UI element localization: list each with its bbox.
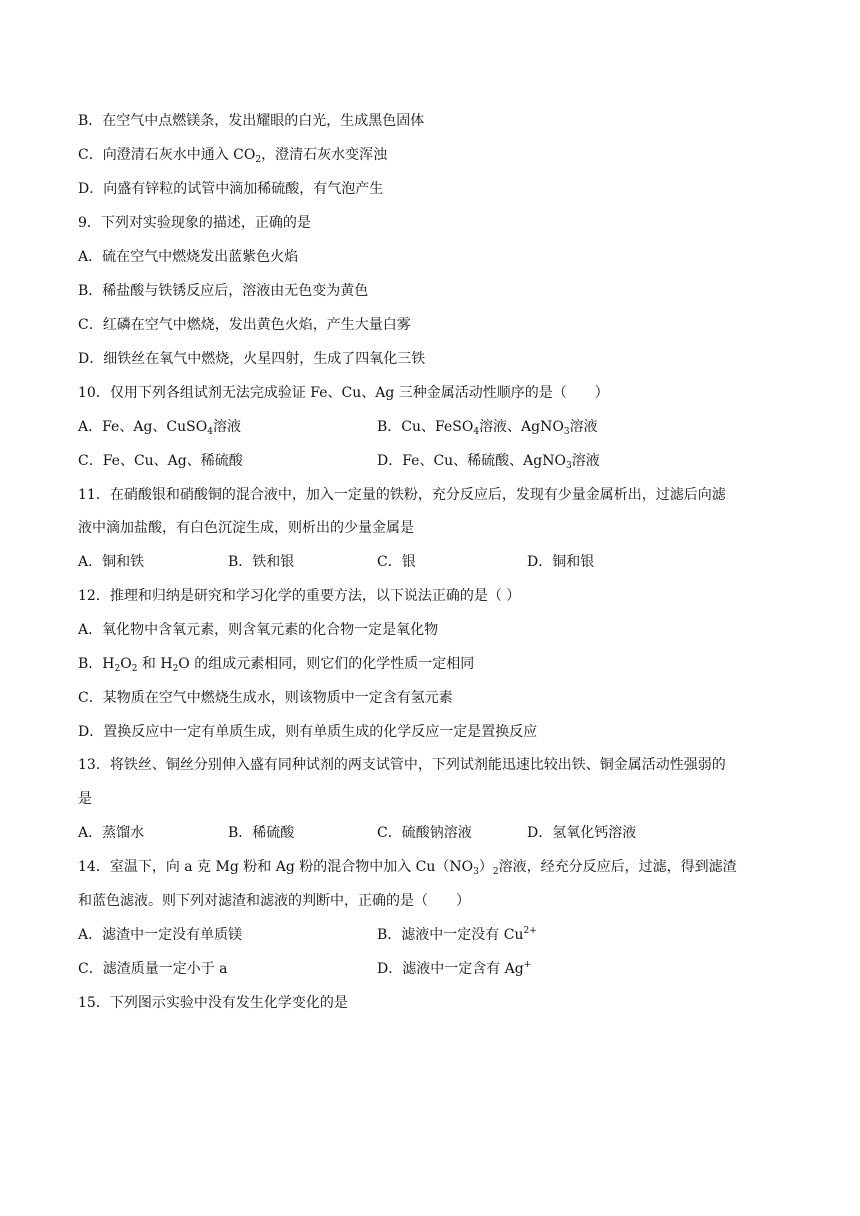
q14-option-b: B．滤液中一定没有 $Cu^{2+}$	[377, 926, 537, 943]
q8-option-c: C．向澄清石灰水中通入 $CO_2$，澄清石灰水变浑浊	[78, 147, 388, 165]
q11-option-a: A．铜和铁	[78, 554, 145, 570]
q9-option-c: C．红磷在空气中燃烧，发出黄色火焰，产生大量白雾	[78, 317, 411, 333]
q9-stem: 9．下列对实验现象的描述，正确的是	[78, 215, 311, 231]
q11-option-d: D．铜和银	[527, 554, 595, 570]
q10-option-a: A．Fe、Ag、CuSO$_4$溶液	[78, 419, 241, 437]
q9-option-d: D．细铁丝在氧气中燃烧，火星四射，生成了四氧化三铁	[78, 351, 426, 367]
q10-stem: 10．仅用下列各组试剂无法完成验证 Fe、Cu、Ag 三种金属活动性顺序的是（ ）	[78, 385, 609, 401]
q13-option-d: D．氢氧化钙溶液	[527, 825, 637, 841]
q10-option-c: C．Fe、Cu、Ag、稀硫酸	[78, 453, 243, 469]
q11-stem-line2: 液中滴加盐酸，有白色沉淀生成，则析出的少量金属是	[78, 520, 414, 536]
q11-stem-line1: 11．在硝酸银和硝酸铜的混合液中，加入一定量的铁粉，充分反应后，发现有少量金属析出，过滤后向滤	[78, 487, 726, 503]
q12-stem: 12．推理和归纳是研究和学习化学的重要方法，以下说法正确的是（ ）	[78, 588, 521, 604]
q12-option-b: B．$H_2O_2$ 和 $H_2O$ 的组成元素相同，则它们的化学性质一定相同	[78, 656, 475, 674]
q12-option-a: A．氧化物中含氧元素，则含氧元素的化合物一定是氧化物	[78, 622, 439, 638]
q9-option-a: A．硫在空气中燃烧发出蓝紫色火焰	[78, 249, 299, 265]
q13-option-a: A．蒸馏水	[78, 825, 145, 841]
q14-stem-line2: 和蓝色滤液。则下列对滤渣和滤液的判断中，正确的是（ ）	[78, 893, 470, 909]
q15-stem: 15．下列图示实验中没有发生化学变化的是	[78, 995, 348, 1011]
q12-option-d: D．置换反应中一定有单质生成，则有单质生成的化学反应一定是置换反应	[78, 724, 538, 740]
q13-stem-line1: 13．将铁丝、铜丝分别伸入盛有同种试剂的两支试管中，下列试剂能迅速比较出铁、铜金属活动性强弱的	[78, 757, 726, 773]
q12-option-c: C．某物质在空气中燃烧生成水，则该物质中一定含有氢元素	[78, 690, 453, 706]
q11-option-b: B．铁和银	[228, 554, 295, 570]
q13-stem-line2: 是	[78, 791, 92, 807]
q8-option-b: B．在空气中点燃镁条，发出耀眼的白光，生成黑色固体	[78, 113, 425, 129]
q14-option-c: C．滤渣质量一定小于 a	[78, 961, 228, 977]
q10-option-b: B．Cu、FeSO$_4$溶液、AgNO$_3$溶液	[377, 419, 598, 437]
q10-option-d: D．Fe、Cu、稀硫酸、AgNO$_3$溶液	[377, 453, 600, 471]
q14-option-a: A．滤渣中一定没有单质镁	[78, 927, 243, 943]
q14-option-d: D．滤液中一定含有 Ag+	[377, 960, 532, 977]
q8-option-d: D．向盛有锌粒的试管中滴加稀硫酸，有气泡产生	[78, 181, 384, 197]
q13-option-b: B．稀硫酸	[228, 825, 295, 841]
q9-option-b: B．稀盐酸与铁锈反应后，溶液由无色变为黄色	[78, 283, 369, 299]
q13-option-c: C．硫酸钠溶液	[377, 825, 472, 841]
q14-stem-line1: 14．室温下，向 a 克 Mg 粉和 Ag 粉的混合物中加入 $Cu(NO_3)_2$溶液，经充分反应后，过滤，得到滤渣	[78, 859, 737, 877]
q11-option-c: C．银	[377, 554, 416, 570]
